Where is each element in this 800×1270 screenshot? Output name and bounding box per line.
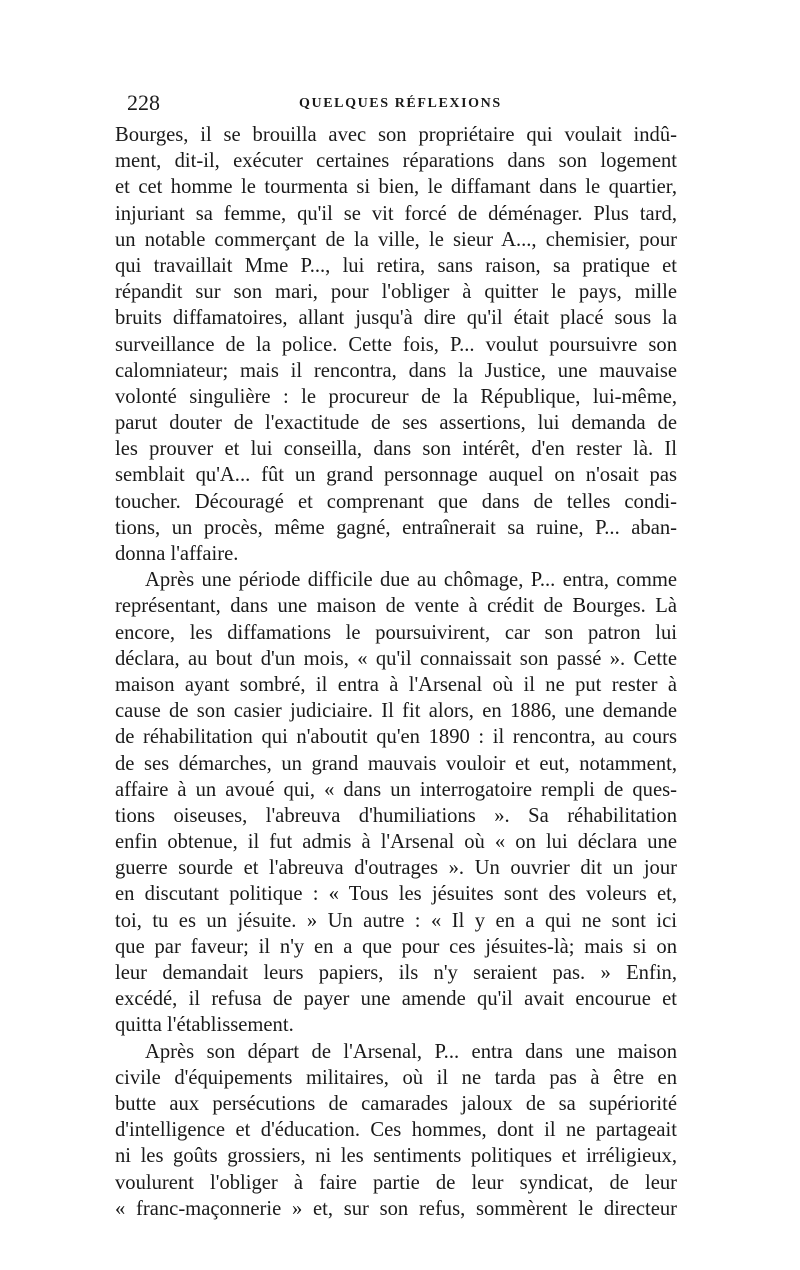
text-line: les prouver et lui conseilla, dans son intérêt, d'en rester là. Il [115,438,677,461]
paragraph-end-line: quitta l'établissement. [115,1014,294,1037]
text-line: ni les goûts grossiers, ni les sentiments politiques et irréligieux, [115,1145,677,1168]
text-line: un notable commerçant de la ville, le sieur A..., chemisier, pour [115,228,677,251]
text-line: « franc-maçonnerie » et, sur son refus, sommèrent le directeur [115,1197,677,1220]
text-line: encore, les diffamations le poursuivirent, car son patron lui [115,621,677,644]
text-line: de réhabilitation qui n'aboutit qu'en 1890 : il rencontra, au cours [115,726,677,749]
text-line: bruits diffamatoires, allant jusqu'à dire qu'il était placé sous la [115,307,677,330]
running-title: QUELQUES RÉFLEXIONS [299,96,502,111]
text-line: et cet homme le tourmenta si bien, le diffamant dans le quartier, [115,176,677,199]
text-line: guerre sourde et l'abreuva d'outrages ». Un ouvrier dit un jour [115,857,677,880]
text-line: de ses démarches, un grand mauvais vouloir et eut, notamment, [115,752,677,775]
text-line: représentant, dans une maison de vente à crédit de Bourges. Là [115,595,677,618]
text-line: d'intelligence et d'éducation. Ces hommes, dont il ne partageait [115,1119,677,1142]
text-line: civile d'équipements militaires, où il ne tarda pas à être en [115,1066,677,1089]
paragraph-start-line: Après son départ de l'Arsenal, P... entra dans une maison [145,1040,677,1063]
text-line: leur demandait leurs papiers, ils n'y seraient pas. » Enfin, [115,962,677,984]
body-text [115,122,677,1222]
text-line: voulurent l'obliger à faire partie de leur syndicat, de leur [115,1171,677,1194]
paragraph-start-line: Après une période difficile due au chômage, P... entra, comme [145,569,677,592]
text-line: tions oiseuses, l'abreuva d'humiliations ». Sa réhabilitation [115,804,677,827]
paragraph-end-line: donna l'affaire. [115,543,239,565]
text-line: volonté singulière : le procureur de la République, lui-même, [115,385,677,408]
text-line: en discutant politique : « Tous les jésuites sont des voleurs et, [115,883,677,906]
text-line: excédé, il refusa de payer une amende qu'il avait encourue et [115,988,677,1011]
text-line: toucher. Découragé et comprenant que dans de telles condi- [115,490,677,513]
text-line: Bourges, il se brouilla avec son propriétaire qui voulait indû- [115,124,677,146]
text-line: que par faveur; il n'y en a que pour ces jésuites-là; mais si on [115,935,677,958]
text-line: parut douter de l'exactitude de ses assertions, lui demanda de [115,412,677,435]
text-line: qui travaillait Mme P..., lui retira, sans raison, sa pratique et [115,254,677,277]
text-line: tions, un procès, même gagné, entraînerait sa ruine, P... aban- [115,516,677,539]
text-line: injuriant sa femme, qu'il se vit forcé de déménager. Plus tard, [115,202,677,225]
text-line: déclara, au bout d'un mois, « qu'il connaissait son passé ». Cette [115,647,677,670]
text-line: semblait qu'A... fût un grand personnage auquel on n'osait pas [115,464,677,487]
page-number: 228 [127,90,160,115]
text-line: répandit sur son mari, pour l'obliger à quitter le pays, mille [115,281,677,304]
text-line: enfin obtenue, il fut admis à l'Arsenal où « on lui déclara une [115,831,677,854]
text-line: toi, tu es un jésuite. » Un autre : « Il y en a qui ne sont ici [115,909,677,932]
text-line: affaire à un avoué qui, « dans un interrogatoire rempli de ques- [115,778,677,801]
text-line: calomniateur; mais il rencontra, dans la Justice, une mauvaise [115,359,677,382]
text-line: surveillance de la police. Cette fois, P... voulut poursuivre son [115,333,677,356]
page-header [127,90,673,120]
text-line: butte aux persécutions de camarades jaloux de sa supériorité [115,1092,677,1115]
text-line: cause de son casier judiciaire. Il fit alors, en 1886, une demande [115,700,677,723]
text-line: maison ayant sombré, il entra à l'Arsenal où il ne put rester à [115,673,677,696]
text-line: ment, dit-il, exécuter certaines réparations dans son logement [115,150,677,173]
